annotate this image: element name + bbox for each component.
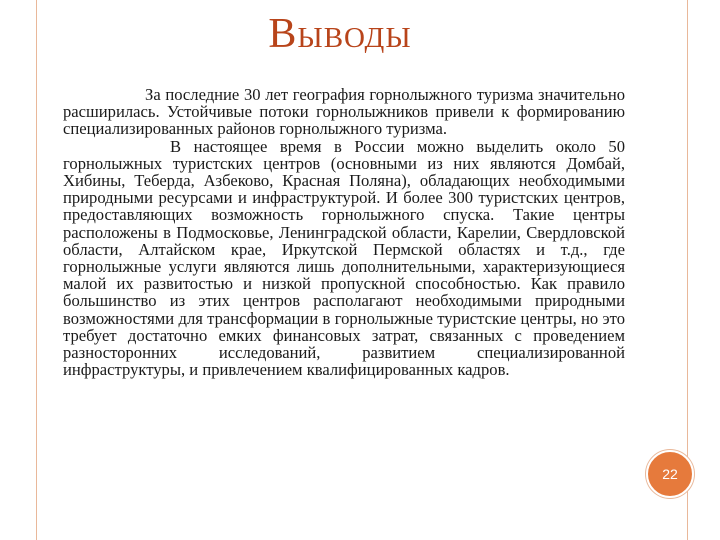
paragraph-2: В настоящее время в России можно выделить около 50 горнолыжных туристских центров (основными из них являются Домбай, Хибины, Теберда, Азбеково, Красная Поляна), обладающих необходимыми природными ресурсами и инфраструктурой. И более 300 туристских центров, предоставляющих возможность горнолыжного спуска. Такие центры расположены в Подмосковье, Ленинградской области, Карелии, Свердловской области, Алтайском крае, Иркутской Пермской областях и т.д., где горнолыжные услуги являются лишь дополнительными, характеризующиеся малой их развитостью и низкой пропускной способностью. Как правило большинство из этих центров располагают необходимыми природными возможностями для трансформации в горнолыжные туристские центры, но это требует достаточно емких финансовых затрат, связанных с проведением разносторонних исследований, развитием специализированной инфраструктуры, и привлечением квалифицированных кадров. [63,136,625,380]
slide-title: Выводы [268,11,412,57]
page-number-badge: 22 [646,450,694,498]
left-frame-line [36,0,37,540]
paragraph-1: За последние 30 лет география горнолыжного туризма значительно расширилась. Устойчивые потоки горнолыжников привели к формированию специализированных районов горнолыжного туризма. [63,85,625,139]
slide-body [63,86,625,378]
